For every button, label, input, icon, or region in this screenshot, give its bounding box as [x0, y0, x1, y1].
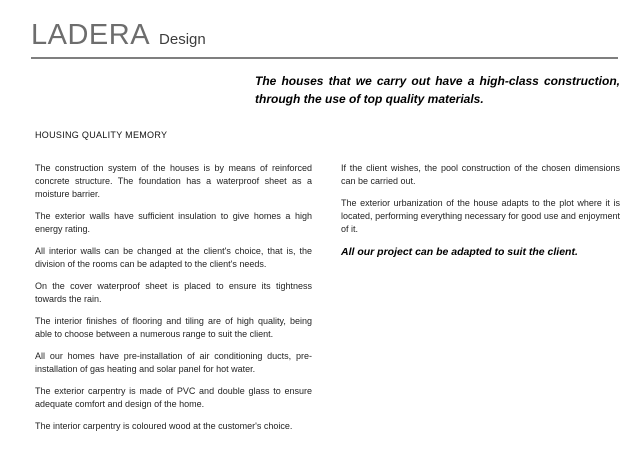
brand-suffix: Design [159, 31, 206, 48]
left-column [35, 162, 312, 442]
paragraph: The construction system of the houses is by means of reinforced concrete structure. The foundation has a waterproof sheet as a moisture barrier. [35, 163, 312, 199]
brand-header [31, 20, 206, 52]
paragraph: All our homes have pre-installation of air conditioning ducts, pre-installation of gas heating and solar panel for hot water. [35, 351, 312, 374]
closing-statement: All our project can be adapted to suit the client. [341, 246, 578, 258]
right-column-paragraphs [341, 162, 620, 236]
right-column [341, 162, 620, 269]
header-divider [31, 57, 618, 59]
paragraph: The exterior walls have sufficient insulation to give homes a high energy rating. [35, 211, 312, 234]
paragraph: The interior carpentry is coloured wood at the customer's choice. [35, 421, 293, 431]
brand-name: LADERA [31, 19, 151, 51]
paragraph: On the cover waterproof sheet is placed to ensure its tightness towards the rain. [35, 281, 312, 304]
paragraph: If the client wishes, the pool construction of the chosen dimensions can be carried out. [341, 163, 620, 186]
paragraph: The exterior carpentry is made of PVC and double glass to ensure adequate comfort and design of the home. [35, 386, 312, 409]
paragraph: All interior walls can be changed at the client's choice, that is, the division of the rooms can be adapted to the client's needs. [35, 246, 312, 269]
paragraph: The exterior urbanization of the house adapts to the plot where it is located, performing everything necessary for good use and enjoyment of it. [341, 198, 620, 234]
section-title: HOUSING QUALITY MEMORY [35, 130, 168, 140]
tagline: The houses that we carry out have a high-class construction, through the use of top quality materials. [255, 74, 620, 106]
paragraph: The interior finishes of flooring and tiling are of high quality, being able to choose between a numerous range to suit the client. [35, 316, 312, 339]
